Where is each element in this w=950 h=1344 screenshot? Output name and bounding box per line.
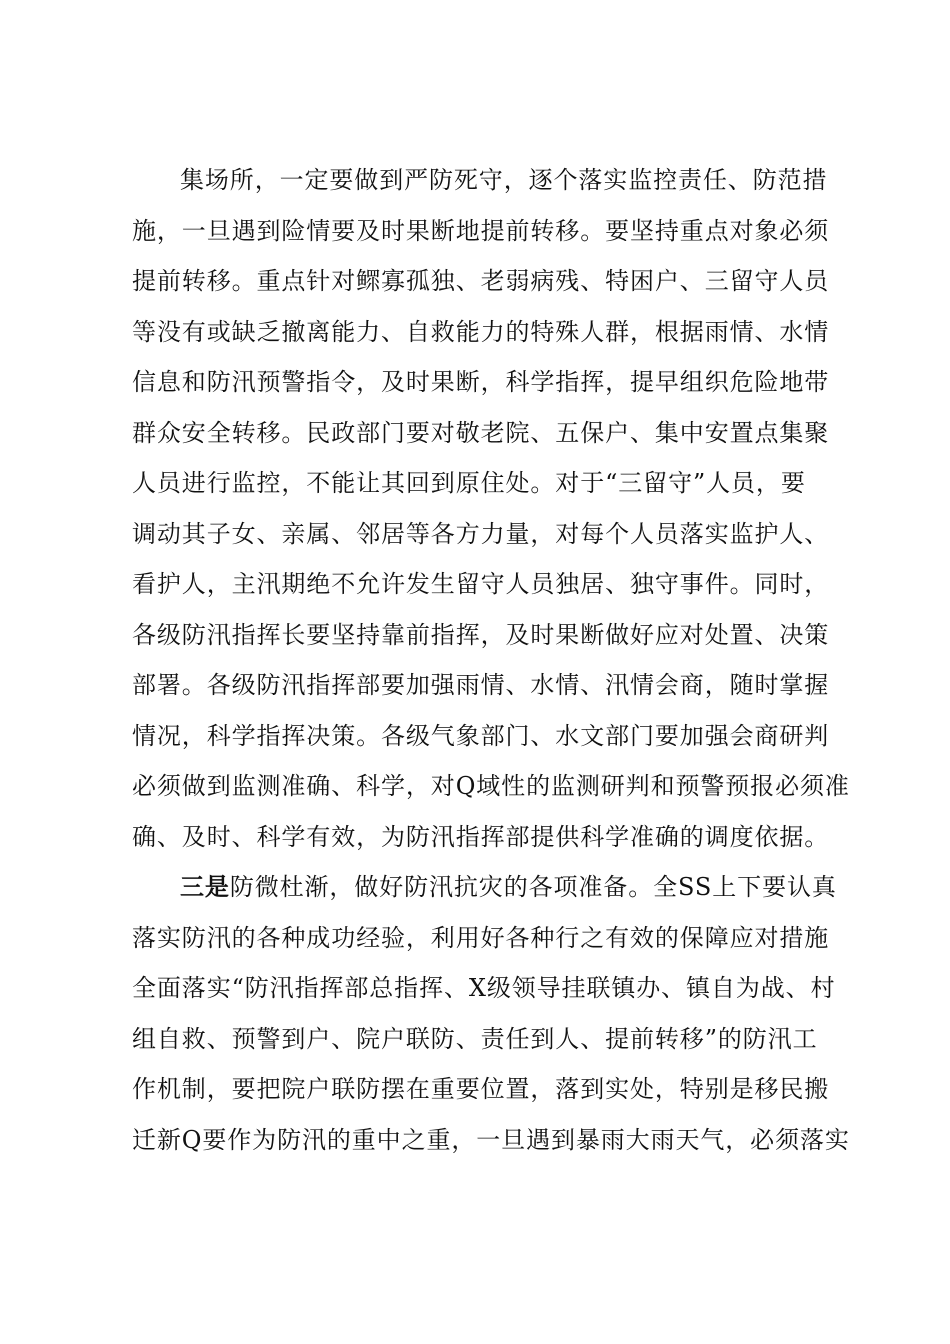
paragraph-1 (132, 155, 862, 862)
paragraph-line: 确、及时、科学有效，为防汛指挥部提供科学准确的调度依据。 (132, 822, 830, 851)
paragraph-line: 看护人，主汛期绝不允许发生留守人员独居、独守事件。同时， (132, 570, 830, 598)
paragraph-line: 各级防汛指挥长要坚持靠前指挥，及时果断做好应对处置、决策 (132, 620, 830, 649)
paragraph-line: 组自救、预警到户、院户联防、责任到人、提前转移”的防汛工 (132, 1024, 818, 1053)
paragraph-2 (132, 862, 862, 1165)
first-line-rest: 防微杜渐，做好防汛抗灾的各项准备。全SS上下要认真 (229, 873, 837, 901)
paragraph-line: 迁新Q要作为防汛的重中之重，一旦遇到暴雨大雨天气，必须落实 (132, 1125, 850, 1154)
paragraph-line: 必须做到监测准确、科学，对Q域性的监测研判和预警预报必须准 (132, 772, 850, 800)
paragraph-line: 施，一旦遇到险情要及时果断地提前转移。要坚持重点对象必须 (132, 216, 830, 245)
paragraph-first-line (132, 862, 862, 913)
paragraph-line: 等没有或缺乏撤离能力、自救能力的特殊人群，根据雨情、水情 (132, 317, 830, 346)
paragraph-line: 人员进行监控，不能让其回到原住处。对于“三留守”人员，要 (132, 469, 806, 497)
paragraph-line: 作机制，要把院户联防摆在重要位置，落到实处，特别是移民搬 (132, 1075, 830, 1103)
paragraph-line: 集场所，一定要做到严防死守，逐个落实监控责任、防范措 (180, 166, 828, 194)
paragraph-line: 情况，科学指挥决策。各级气象部门、水文部门要加强会商研判 (132, 721, 830, 750)
section-lead: 三是 (180, 872, 230, 901)
paragraph-line: 群众安全转移。民政部门要对敬老院、五保户、集中安置点集聚 (132, 418, 830, 447)
paragraph-line: 调动其子女、亲属、邻居等各方力量，对每个人员落实监护人、 (132, 519, 830, 548)
paragraph-line: 提前转移。重点针对鳏寡孤独、老弱病残、特困户、三留守人员 (132, 267, 830, 295)
paragraph-line: 部署。各级防汛指挥部要加强雨情、水情、汛情会商，随时掌握 (132, 671, 830, 699)
paragraph-line: 全面落实“防汛指挥部总指挥、X级领导挂联镇办、镇自为战、村 (132, 974, 836, 1002)
paragraph-line: 信息和防汛预警指令，及时果断，科学指挥，提早组织危险地带 (132, 368, 830, 396)
paragraph-line: 落实防汛的各种成功经验，利用好各种行之有效的保障应对措施 (132, 923, 830, 952)
